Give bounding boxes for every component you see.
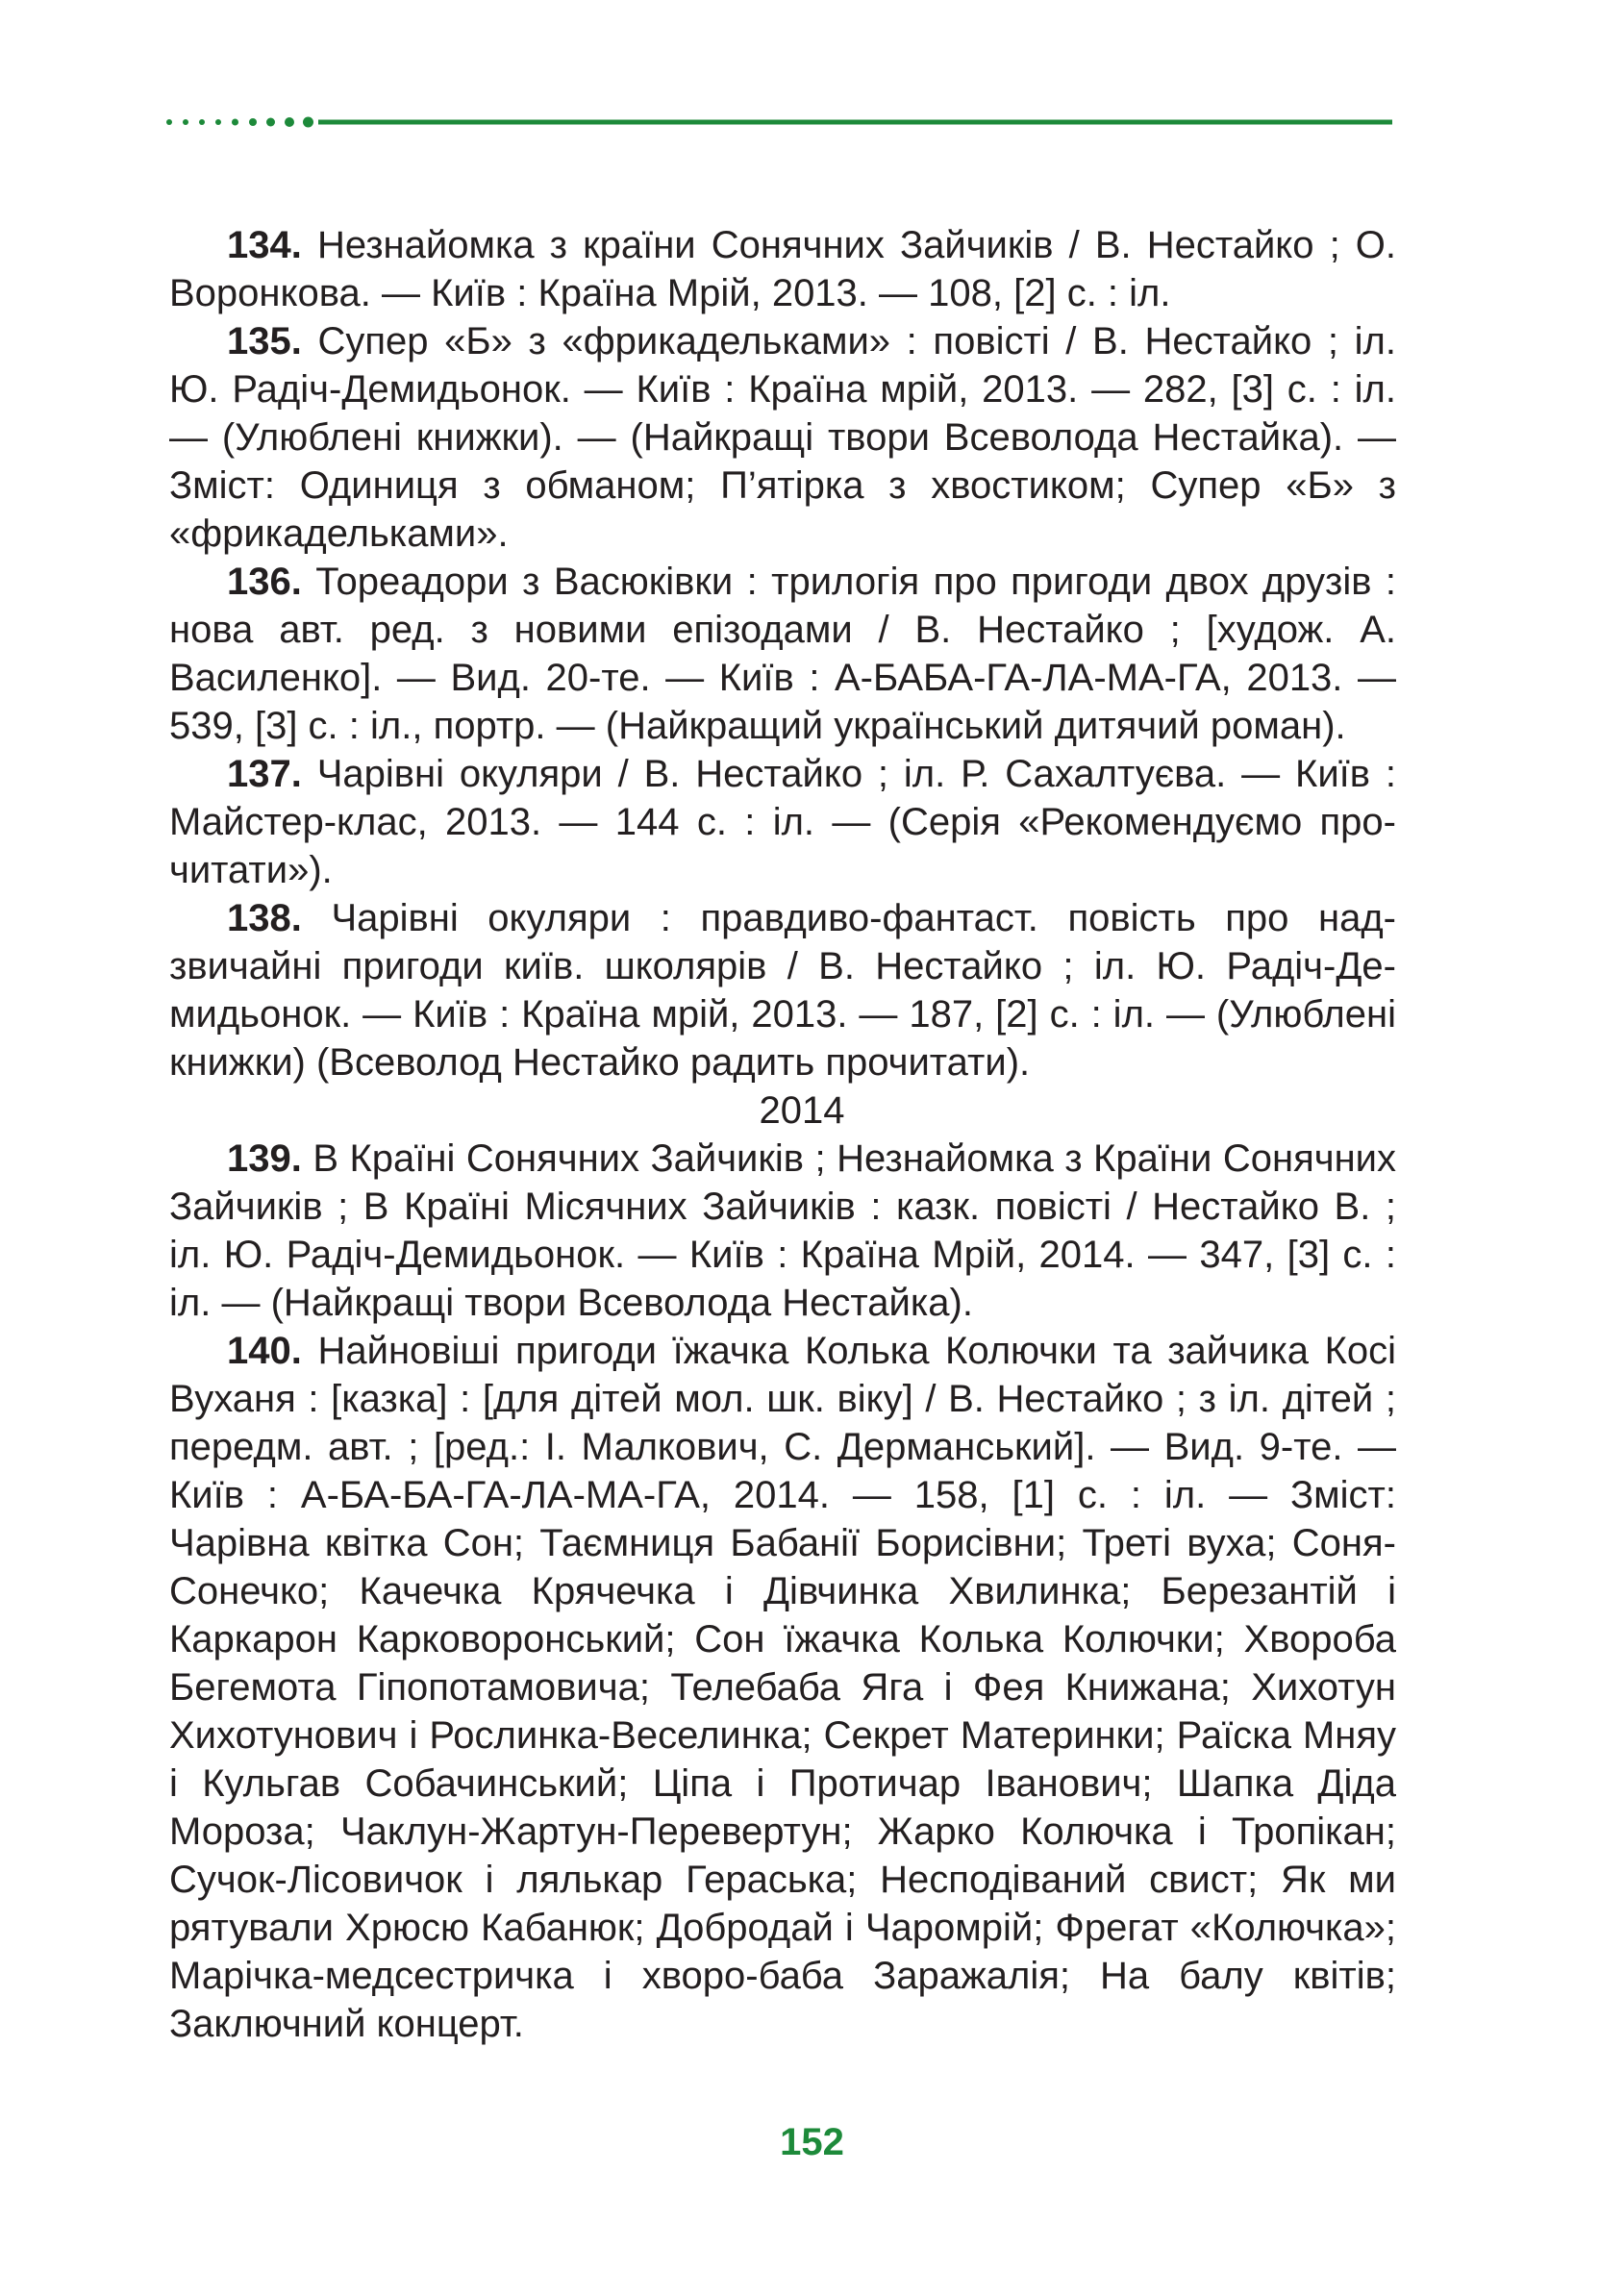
bibliography-entry — [169, 317, 1396, 558]
header-dot — [303, 117, 313, 128]
entry-text: Тореадори з Васюківки : трилогія про пригоди двох друзів : нова авт. ред. з новими епізодами / В. Нестайко ; [худож. А. Василенко]. — Вид. 20-те. — Київ : А-БАБА-ГА-ЛА-МА-ГА, 2013. — 539, [3] с. : іл., портр. — (Найкращий український дитячий роман). — [169, 561, 1396, 747]
header-dot — [266, 118, 275, 127]
entry-text: Чарівні окуляри / В. Нестайко ; іл. Р. Сахалтуєва. — Київ : Майстер-клас, 2013. — 144 с. : іл. — (Серія «Рекомендуємо прочитати»). — [169, 753, 1396, 891]
year-heading: 2014 — [759, 1089, 845, 1132]
bibliography-entry — [169, 221, 1396, 317]
entry-number: 137. — [227, 753, 302, 795]
entry-text: Супер «Б» з «фрикадельками» : повісті / В. Нестайко ; іл. Ю. Радіч-Демидьонок. — Київ : Країна мрій, 2013. — 282, [3] с. : іл. — (Улюблені книжки). — (Найкращі твори Всеволода Нестайка). — Зміст: Одиниця з обманом; П’ятірка з хвостиком; Супер «Б» з «фрикадельками». — [169, 320, 1396, 555]
entry-number: 136. — [227, 561, 302, 603]
entry-number: 134. — [227, 224, 302, 266]
entry-text: Найновіші пригоди їжачка Колька Колючки та зайчика Косі Вуханя : [казка] : [для дітей мол. шк. віку] / В. Нестайко ; з іл. дітей ; передм. авт. ; [ред.: І. Малкович, С. Дерманський]. — Вид. 9-те. — Київ : А-БА-БА-ГА-ЛА-МА-ГА, 2014. — 158, [1] с. : іл. — Зміст: Чарівна квітка Сон; Таємниця Бабанії Борисівни; Треті вуха; Соня-Сонечко; Качечка Крячечка і Дівчинка Хвилинка; Березантій і Каркарон Карковоронський; Сон їжачка Колька Колючки; Хвороба Бегемота Гіпопотамовича; Телебаба Яга і Фея Книжана; Хихотун Хихотунович і Рослинка-Веселинка; Секрет Материнки; Раїска Мняу і Кульгав Собачинський; Ціпа і Протичар Іванович; Шапка Діда Мороза; Чаклун-Жартун-Перевертун; Жарко Колючка і Тропікан; Сучок-Лісовичок і лялькар Гераська; Несподіваний свист; Як ми рятували Хрюсю Кабанюк; Добродай і Чаромрій; Фрегат «Колючка»; Марічка-медсестричка і хворо-баба Заражалія; На балу квітів; Заключний концерт. — [169, 1330, 1396, 2045]
header-dot — [183, 119, 188, 125]
bibliography-entry — [169, 750, 1396, 894]
header-dot — [166, 119, 172, 125]
page-number: 152 — [780, 2121, 844, 2163]
header-dot — [249, 118, 257, 126]
entry-number: 135. — [227, 320, 302, 362]
bibliography-list — [169, 221, 1396, 2048]
entry-number: 140. — [227, 1330, 302, 1372]
entry-text: В Країні Сонячних Зайчиків ; Незнайомка з Країни Сонячних Зайчиків ; В Країні Місячних Зайчиків : казк. повісті / Нестайко В. ; іл. Ю. Радіч-Демидьонок. — Київ : Країна Мрій, 2014. — 347, [3] с. : іл. — (Найкращі твори Всеволода Нестайка). — [169, 1137, 1396, 1324]
entry-text: Незнайомка з країни Сонячних Зайчиків / В. Нестайко ; О. Воронкова. — Київ : Країна Мрій, 2013. — 108, [2] с. : іл. — [169, 224, 1396, 314]
entry-number: 138. — [227, 897, 302, 939]
bibliography-entry — [169, 558, 1396, 750]
bibliography-entry — [169, 894, 1396, 1086]
bibliography-entry — [169, 1135, 1396, 1327]
header-dot — [215, 119, 221, 125]
header-dot — [285, 117, 294, 127]
entry-number: 139. — [227, 1137, 302, 1180]
header-line — [318, 120, 1392, 125]
header-dot — [199, 119, 205, 125]
bibliography-entry — [169, 1327, 1396, 2048]
header-dot — [232, 119, 238, 126]
header-rule — [166, 115, 1392, 129]
entry-text: Чарівні окуляри : правдиво-фантаст. повість про надзвичайні пригоди київ. школярів / В. Нестайко ; іл. Ю. Радіч-Демидьонок. — Київ : Країна мрій, 2013. — 187, [2] с. : іл. — (Улюблені книжки) (Всеволод Нестайко радить прочитати). — [169, 897, 1396, 1084]
